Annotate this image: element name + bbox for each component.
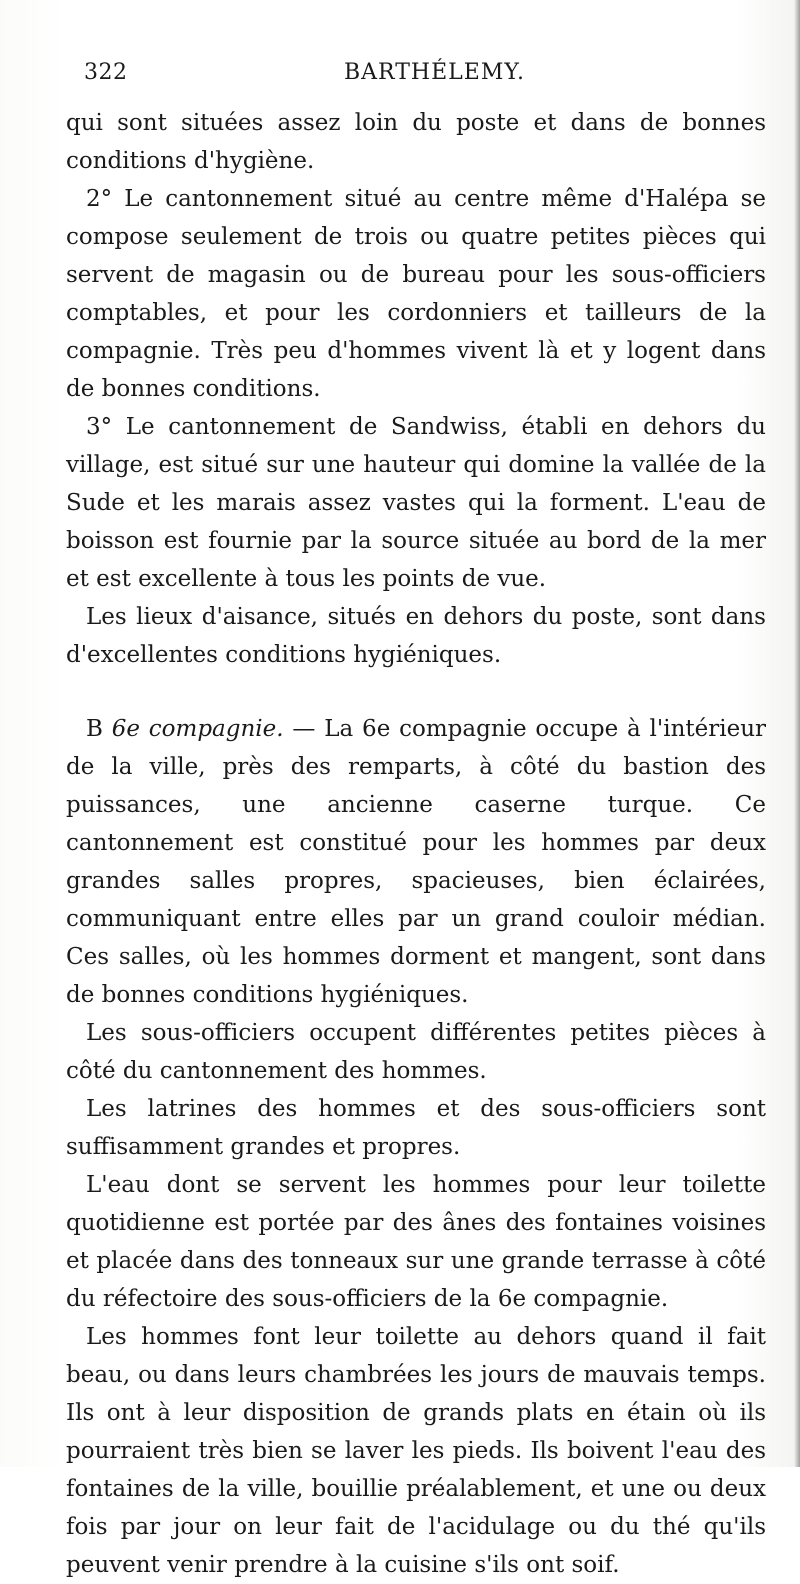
section-dash: — <box>292 716 316 742</box>
section-label: B <box>86 716 103 742</box>
running-head: BARTHÉLEMY. <box>344 60 526 85</box>
paragraph: Les sous-officiers occupent différentes petites pièces à côté du cantonnement des hommes. <box>66 1020 766 1084</box>
section-text: La 6e compagnie occupe à l'intérieur de la ville, près des remparts, à côté du bastion des puissances, une ancienne caserne turque. Ce cantonnement est constitué pour les hommes par deux grandes salles propres, spacieuses, bien éclairées, communiquant entre elles par un grand couloir médian. Ces salles, où les hommes dorment et mangent, sont dans de bonnes conditions hygiéniques. <box>66 716 767 1008</box>
paragraph: qui sont situées assez loin du poste et dans de bonnes conditions d'hygiène. <box>66 110 766 174</box>
paragraph: L'eau dont se servent les hommes pour leur toilette quotidienne est portée par des ânes des fontaines voisines et placée dans des tonneaux sur une grande terrasse à côté du réfectoire des sous-officiers de la 6e compagnie. <box>66 1172 766 1312</box>
page-number: 322 <box>84 60 128 85</box>
paragraph: Les lieux d'aisance, situés en dehors du poste, sont dans d'excellentes conditions hygiéniques. <box>66 604 766 668</box>
paragraph: 2° Le cantonnement situé au centre même d'Halépa se compose seulement de trois ou quatre petites pièces qui servent de magasin ou de bureau pour les sous-officiers comptables, et pour les cordonniers et tailleurs de la compagnie. Très peu d'hommes vivent là et y logent dans de bonnes conditions. <box>66 186 766 402</box>
page-header <box>84 60 734 96</box>
body-text <box>66 104 766 1584</box>
page-edge-shadow <box>794 0 800 1467</box>
paragraph: Les latrines des hommes et des sous-officiers sont suffisamment grandes et propres. <box>66 1096 766 1160</box>
section-title: 6e compagnie. <box>111 716 284 742</box>
paragraph: Les hommes font leur toilette au dehors quand il fait beau, ou dans leurs chambrées les jours de mauvais temps. Ils ont à leur disposition de grands plats en étain où ils pourraient très bien se laver les pieds. Ils boivent l'eau des fontaines de la ville, bouillie préalablement, et une ou deux fois par jour on leur fait de l'acidulage ou du thé qu'ils peuvent venir prendre à la cuisine s'ils ont soif. <box>66 1324 766 1578</box>
paragraph: 3° Le cantonnement de Sandwiss, établi en dehors du village, est situé sur une hauteur qui domine la vallée de la Sude et les marais assez vastes qui la forment. L'eau de boisson est fournie par la source située au bord de la mer et est excellente à tous les points de vue. <box>66 414 766 592</box>
section-paragraph <box>66 710 766 1014</box>
